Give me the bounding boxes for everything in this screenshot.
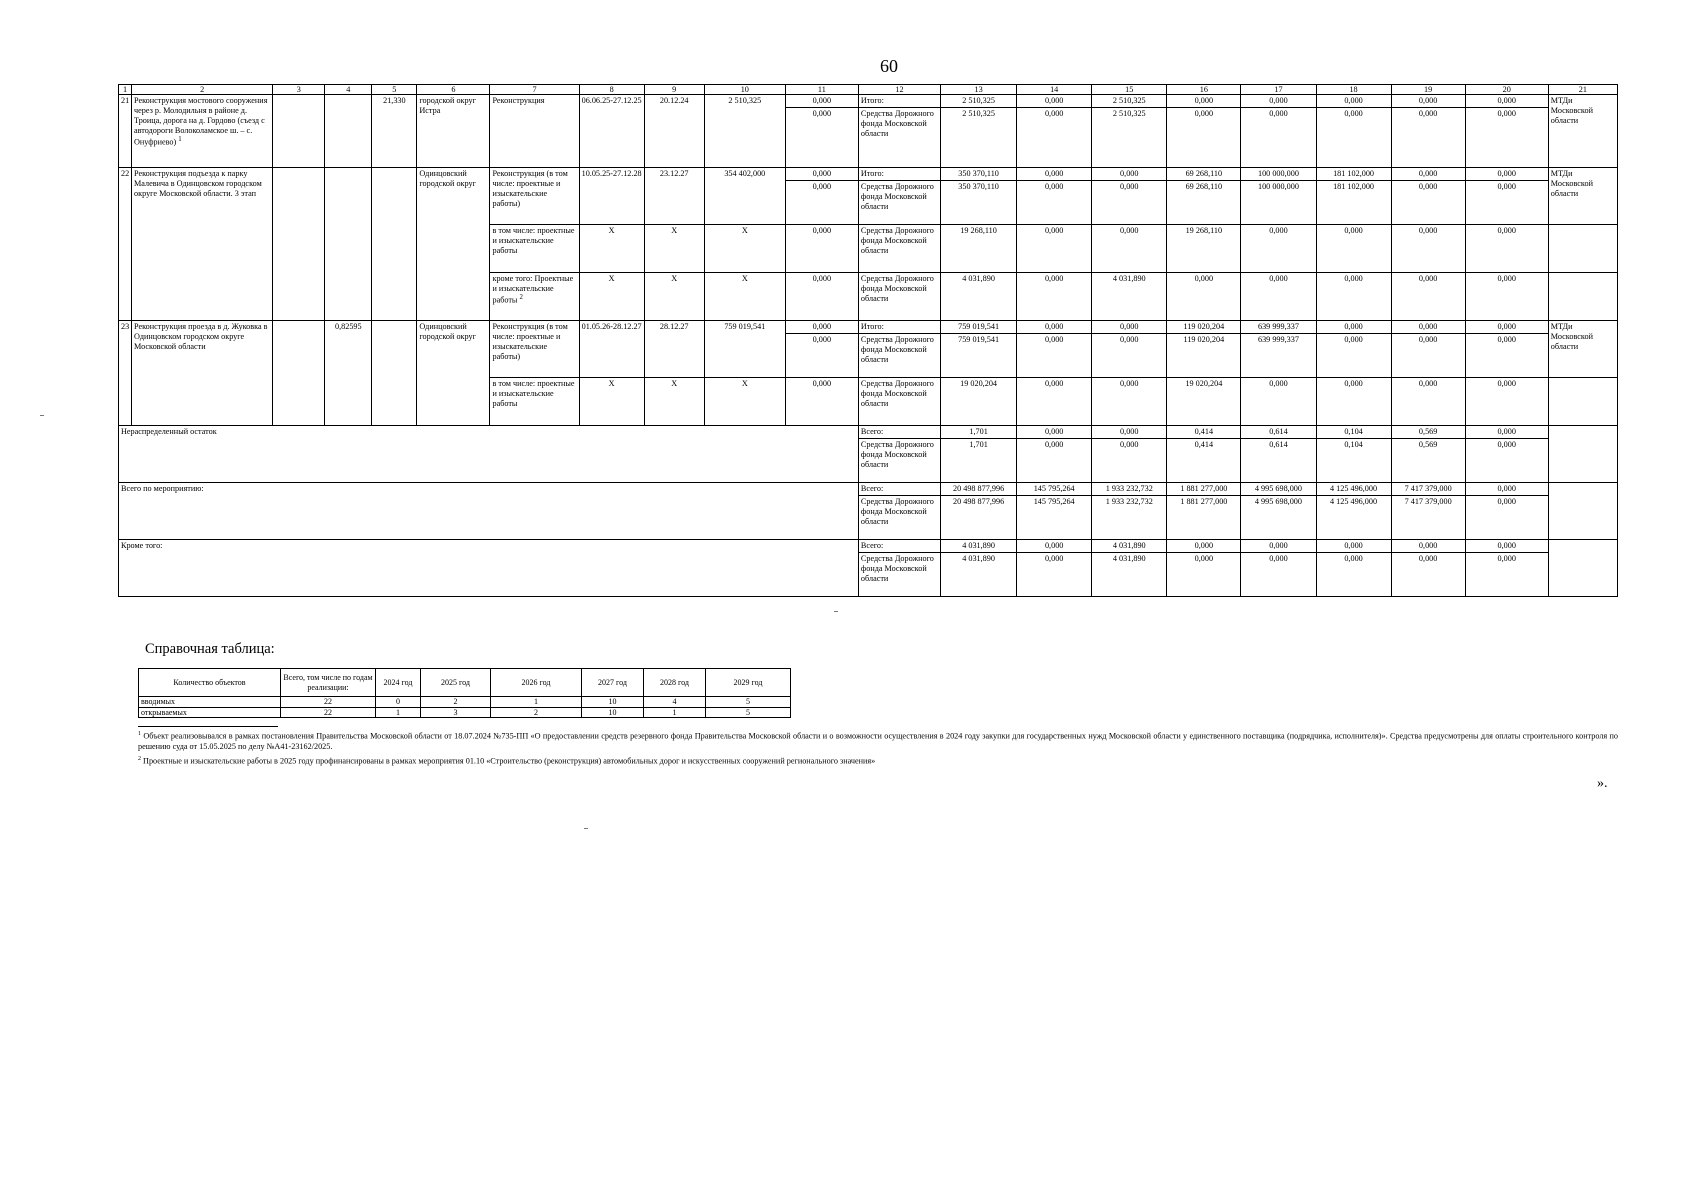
amount-cell: 0,000 (1391, 334, 1465, 378)
column-number: 12 (858, 85, 940, 95)
executor-cell: МТДи Московской области (1548, 95, 1617, 168)
amount-cell: 0,000 (1316, 95, 1391, 108)
amount-cell: 0,000 (1465, 95, 1548, 108)
scan-speck (584, 828, 588, 829)
column-number: 10 (704, 85, 785, 95)
reference-header-cell: 2029 год (706, 669, 791, 697)
reference-header-cell: 2028 год (644, 669, 706, 697)
amount-cell: 0,000 (1017, 108, 1092, 168)
amount-cell: 0,000 (1316, 108, 1391, 168)
funding-source: Итого: (858, 95, 940, 108)
amount-cell: 4 031,890 (1092, 540, 1167, 553)
capacity-cell: 0,82595 (325, 321, 372, 426)
amount-cell: 20 498 877,996 (941, 496, 1017, 540)
amount-cell: 0,000 (1465, 108, 1548, 168)
reference-row (139, 707, 791, 718)
end-date-cell: 28.12.27 (644, 321, 704, 378)
amount-cell: 0,000 (1092, 426, 1167, 439)
territory-cell: городской округ Истра (417, 95, 490, 168)
summary-row (119, 483, 1618, 496)
executor-cell: МТДи Московской области (1548, 321, 1617, 378)
amount-cell: 0,000 (1391, 553, 1465, 597)
executor-empty (1548, 273, 1617, 321)
amount-cell: 0,000 (1391, 181, 1465, 225)
funding-source: Итого: (858, 321, 940, 334)
reference-value: 4 (644, 697, 706, 708)
reference-table-title: Справочная таблица: (145, 641, 275, 657)
column-number-row (119, 85, 1618, 95)
amount-cell: 0,000 (1017, 540, 1092, 553)
cost-cell: X (704, 273, 785, 321)
amount-cell: 19 020,204 (941, 378, 1017, 426)
end-date-cell: 20.12.24 (644, 95, 704, 168)
amount-cell: 181 102,000 (1316, 168, 1391, 181)
col-11-cell: 0,000 (785, 168, 858, 181)
amount-cell: 1 933 232,732 (1092, 496, 1167, 540)
amount-cell: 0,000 (1391, 378, 1465, 426)
amount-cell: 0,000 (1465, 181, 1548, 225)
amount-cell: 0,000 (1465, 439, 1548, 483)
amount-cell: 0,000 (1465, 483, 1548, 496)
amount-cell: 0,000 (1465, 378, 1548, 426)
amount-cell: 0,000 (1241, 273, 1316, 321)
amount-cell: 4 031,890 (941, 273, 1017, 321)
amount-cell: 0,104 (1316, 426, 1391, 439)
reference-value: 22 (281, 697, 376, 708)
period-cell: 01.05.26-28.12.27 (579, 321, 644, 378)
amount-cell: 0,000 (1017, 378, 1092, 426)
work-type: в том числе: проектные и изыскательские работы (490, 225, 579, 273)
amount-cell: 0,000 (1465, 426, 1548, 439)
funding-source: Средства Дорожного фонда Московской области (858, 439, 940, 483)
column-number: 2 (132, 85, 273, 95)
amount-cell: 0,000 (1167, 553, 1241, 597)
column-number: 4 (325, 85, 372, 95)
end-date-cell: X (644, 378, 704, 426)
amount-cell: 69 268,110 (1167, 168, 1241, 181)
executor-empty (1548, 483, 1617, 540)
amount-cell: 20 498 877,996 (941, 483, 1017, 496)
amount-cell: 2 510,325 (941, 95, 1017, 108)
amount-cell: 639 999,337 (1241, 321, 1316, 334)
column-number: 18 (1316, 85, 1391, 95)
amount-cell: 1 881 277,000 (1167, 496, 1241, 540)
amount-cell: 0,000 (1465, 321, 1548, 334)
entry-number: 22 (119, 168, 132, 321)
reference-value: 5 (706, 707, 791, 718)
column-number: 17 (1241, 85, 1316, 95)
funding-source: Средства Дорожного фонда Московской области (858, 273, 940, 321)
col-11-cell: 0,000 (785, 95, 858, 108)
amount-cell: 181 102,000 (1316, 181, 1391, 225)
table-row (119, 95, 1618, 108)
reference-value: 22 (281, 707, 376, 718)
work-type: в том числе: проектные и изыскательские работы (490, 378, 579, 426)
amount-cell: 0,000 (1092, 334, 1167, 378)
amount-cell: 0,000 (1316, 334, 1391, 378)
column-number: 21 (1548, 85, 1617, 95)
amount-cell: 0,000 (1465, 168, 1548, 181)
amount-cell: 0,414 (1167, 439, 1241, 483)
executor-empty (1548, 378, 1617, 426)
col-11-cell: 0,000 (785, 321, 858, 334)
period-cell: X (579, 273, 644, 321)
summary-row (119, 426, 1618, 439)
summary-row (119, 540, 1618, 553)
amount-cell: 759 019,541 (941, 334, 1017, 378)
column-number: 6 (417, 85, 490, 95)
col-11-cell: 0,000 (785, 181, 858, 225)
reference-header-cell: 2024 год (376, 669, 421, 697)
amount-cell: 4 031,890 (941, 553, 1017, 597)
column-number: 19 (1391, 85, 1465, 95)
amount-cell: 0,000 (1241, 108, 1316, 168)
summary-label: Нераспределенный остаток (119, 426, 859, 483)
amount-cell: 0,000 (1391, 225, 1465, 273)
end-date-cell: X (644, 225, 704, 273)
column-number: 20 (1465, 85, 1548, 95)
funding-source: Средства Дорожного фонда Московской области (858, 334, 940, 378)
end-date-cell: 23.12.27 (644, 168, 704, 225)
amount-cell: 4 031,890 (941, 540, 1017, 553)
amount-cell: 0,000 (1391, 168, 1465, 181)
amount-cell: 759 019,541 (941, 321, 1017, 334)
amount-cell: 0,000 (1092, 181, 1167, 225)
column-number: 15 (1092, 85, 1167, 95)
executor-cell: МТДи Московской области (1548, 168, 1617, 225)
amount-cell: 0,569 (1391, 426, 1465, 439)
amount-cell: 2 510,325 (941, 108, 1017, 168)
amount-cell: 19 268,110 (1167, 225, 1241, 273)
reference-header-cell: Количество объектов (139, 669, 281, 697)
amount-cell: 0,000 (1316, 378, 1391, 426)
funding-source: Средства Дорожного фонда Московской области (858, 181, 940, 225)
capacity-cell (325, 168, 372, 321)
amount-cell: 0,000 (1167, 108, 1241, 168)
work-type: Реконструкция (в том числе: проектные и изыскательские работы) (490, 321, 579, 378)
amount-cell: 0,000 (1391, 95, 1465, 108)
period-cell: 06.06.25-27.12.25 (579, 95, 644, 168)
amount-cell: 1 933 232,732 (1092, 483, 1167, 496)
col-11-cell: 0,000 (785, 334, 858, 378)
funding-source: Средства Дорожного фонда Московской области (858, 553, 940, 597)
executor-empty (1548, 426, 1617, 483)
summary-label: Кроме того: (119, 540, 859, 597)
reference-header-cell: 2025 год (421, 669, 491, 697)
amount-cell: 0,000 (1092, 225, 1167, 273)
amount-cell: 0,000 (1316, 540, 1391, 553)
reference-header-cell: Всего, том числе по годам реализации: (281, 669, 376, 697)
reference-value: 1 (376, 707, 421, 718)
column-number: 14 (1017, 85, 1092, 95)
amount-cell: 145 795,264 (1017, 483, 1092, 496)
length-cell (372, 168, 417, 321)
period-cell: X (579, 378, 644, 426)
amount-cell: 4 995 698,000 (1241, 496, 1316, 540)
funding-source: Всего: (858, 483, 940, 496)
table-row (119, 321, 1618, 334)
period-cell: 10.05.25-27.12.28 (579, 168, 644, 225)
amount-cell: 0,614 (1241, 439, 1316, 483)
amount-cell: 0,000 (1465, 496, 1548, 540)
amount-cell: 0,000 (1167, 540, 1241, 553)
scan-speck (834, 611, 838, 612)
object-name: Реконструкция подъезда к парку Малевича в Одинцовском городском округе Московской области. 3 этап (132, 168, 273, 321)
executor-empty (1548, 540, 1617, 597)
amount-cell: 2 510,325 (1092, 108, 1167, 168)
end-date-cell: X (644, 273, 704, 321)
amount-cell: 0,000 (1017, 439, 1092, 483)
column-number: 16 (1167, 85, 1241, 95)
amount-cell: 1 881 277,000 (1167, 483, 1241, 496)
amount-cell: 4 031,890 (1092, 553, 1167, 597)
amount-cell: 0,000 (1017, 225, 1092, 273)
amount-cell: 7 417 379,000 (1391, 483, 1465, 496)
amount-cell: 0,000 (1465, 225, 1548, 273)
amount-cell: 1,701 (941, 426, 1017, 439)
amount-cell: 639 999,337 (1241, 334, 1316, 378)
col-11-cell: 0,000 (785, 108, 858, 168)
amount-cell: 0,000 (1017, 334, 1092, 378)
work-type: Реконструкция (в том числе: проектные и изыскательские работы) (490, 168, 579, 225)
amount-cell: 69 268,110 (1167, 181, 1241, 225)
col-11-cell: 0,000 (785, 225, 858, 273)
reference-value: 3 (421, 707, 491, 718)
page-number: 60 (880, 56, 898, 76)
work-type: кроме того: Проектные и изыскательские работы $^2$ (490, 273, 579, 321)
amount-cell: 350 370,110 (941, 168, 1017, 181)
reference-header-row (139, 669, 791, 697)
amount-cell: 0,000 (1017, 181, 1092, 225)
funding-source: Средства Дорожного фонда Московской области (858, 496, 940, 540)
column-number: 11 (785, 85, 858, 95)
amount-cell: 0,000 (1017, 553, 1092, 597)
funding-source: Средства Дорожного фонда Московской области (858, 225, 940, 273)
object-name: Реконструкция мостового сооружения через р. Молодильня в районе д. Троица, дорога на д. Гордово (съезд с автодороги Волоколамское ш. – с. Онуфриево) $^1$ (132, 95, 273, 168)
amount-cell: 0,000 (1167, 273, 1241, 321)
funding-source: Всего: (858, 540, 940, 553)
column-number: 5 (372, 85, 417, 95)
summary-label: Всего по мероприятию: (119, 483, 859, 540)
column-number: 7 (490, 85, 579, 95)
amount-cell: 0,000 (1241, 553, 1316, 597)
amount-cell: 0,000 (1092, 378, 1167, 426)
funding-source: Средства Дорожного фонда Московской области (858, 108, 940, 168)
reference-row-label: вводимых (139, 697, 281, 708)
amount-cell: 2 510,325 (1092, 95, 1167, 108)
funding-source: Итого: (858, 168, 940, 181)
col-3-cell (273, 95, 325, 168)
amount-cell: 145 795,264 (1017, 496, 1092, 540)
column-number: 9 (644, 85, 704, 95)
scan-speck (40, 415, 44, 416)
closing-quote: ». (1597, 776, 1608, 791)
amount-cell: 4 031,890 (1092, 273, 1167, 321)
amount-cell: 19 020,204 (1167, 378, 1241, 426)
reference-header-cell: 2026 год (491, 669, 582, 697)
amount-cell: 0,000 (1465, 334, 1548, 378)
amount-cell: 7 417 379,000 (1391, 496, 1465, 540)
column-number: 1 (119, 85, 132, 95)
financing-table (118, 84, 1618, 597)
executor-empty (1548, 225, 1617, 273)
amount-cell: 119 020,204 (1167, 321, 1241, 334)
amount-cell: 350 370,110 (941, 181, 1017, 225)
work-type: Реконструкция (490, 95, 579, 168)
reference-value: 10 (582, 697, 644, 708)
cost-cell: 2 510,325 (704, 95, 785, 168)
amount-cell: 1,701 (941, 439, 1017, 483)
amount-cell: 19 268,110 (941, 225, 1017, 273)
amount-cell: 0,000 (1316, 553, 1391, 597)
reference-value: 2 (421, 697, 491, 708)
reference-row (139, 697, 791, 708)
reference-value: 5 (706, 697, 791, 708)
amount-cell: 0,000 (1017, 168, 1092, 181)
column-number: 3 (273, 85, 325, 95)
amount-cell: 0,000 (1092, 439, 1167, 483)
entry-number: 23 (119, 321, 132, 426)
object-name: Реконструкция проезда в д. Жуковка в Одинцовском городском округе Московской области (132, 321, 273, 426)
reference-value: 10 (582, 707, 644, 718)
length-cell: 21,330 (372, 95, 417, 168)
amount-cell: 0,000 (1316, 225, 1391, 273)
column-number: 8 (579, 85, 644, 95)
reference-value: 0 (376, 697, 421, 708)
reference-value: 2 (491, 707, 582, 718)
cost-cell: X (704, 225, 785, 273)
amount-cell: 4 125 496,000 (1316, 483, 1391, 496)
col-11-cell: 0,000 (785, 378, 858, 426)
amount-cell: 0,000 (1167, 95, 1241, 108)
amount-cell: 0,000 (1391, 321, 1465, 334)
amount-cell: 0,000 (1017, 95, 1092, 108)
amount-cell: 0,000 (1241, 378, 1316, 426)
amount-cell: 0,000 (1241, 225, 1316, 273)
footnote-separator (138, 726, 278, 727)
cost-cell: 759 019,541 (704, 321, 785, 378)
col-11-cell: 0,000 (785, 273, 858, 321)
territory-cell: Одинцовский городской округ (417, 321, 490, 426)
funding-source: Средства Дорожного фонда Московской области (858, 378, 940, 426)
reference-header-cell: 2027 год (582, 669, 644, 697)
amount-cell: 0,000 (1316, 273, 1391, 321)
amount-cell: 119 020,204 (1167, 334, 1241, 378)
footnote-2: $^2$ Проектные и изыскательские работы в 2025 году профинансированы в рамках мероприятия 01.10 «Строительство (реконструкция) автомобильных дорог и искусственных сооружений регионального значения» (138, 756, 876, 766)
cost-cell: X (704, 378, 785, 426)
entry-number: 21 (119, 95, 132, 168)
amount-cell: 0,000 (1017, 321, 1092, 334)
amount-cell: 0,000 (1241, 540, 1316, 553)
amount-cell: 0,000 (1092, 168, 1167, 181)
amount-cell: 0,104 (1316, 439, 1391, 483)
territory-cell: Одинцовский городской округ (417, 168, 490, 321)
funding-source: Всего: (858, 426, 940, 439)
table-row (119, 168, 1618, 181)
amount-cell: 4 125 496,000 (1316, 496, 1391, 540)
reference-table (138, 668, 791, 718)
amount-cell: 0,000 (1391, 273, 1465, 321)
amount-cell: 0,000 (1092, 321, 1167, 334)
amount-cell: 0,000 (1391, 108, 1465, 168)
amount-cell: 0,614 (1241, 426, 1316, 439)
period-cell: X (579, 225, 644, 273)
capacity-cell (325, 95, 372, 168)
amount-cell: 0,000 (1465, 273, 1548, 321)
reference-value: 1 (644, 707, 706, 718)
amount-cell: 0,000 (1465, 553, 1548, 597)
col-3-cell (273, 321, 325, 426)
amount-cell: 100 000,000 (1241, 168, 1316, 181)
amount-cell: 0,414 (1167, 426, 1241, 439)
amount-cell: 0,000 (1017, 273, 1092, 321)
amount-cell: 0,569 (1391, 439, 1465, 483)
amount-cell: 0,000 (1391, 540, 1465, 553)
amount-cell: 0,000 (1241, 95, 1316, 108)
amount-cell: 4 995 698,000 (1241, 483, 1316, 496)
amount-cell: 0,000 (1017, 426, 1092, 439)
length-cell (372, 321, 417, 426)
amount-cell: 100 000,000 (1241, 181, 1316, 225)
footnote-1: $^1$ Объект реализовывался в рамках постановления Правительства Московской области от 18.07.2024 №735-ПП «О предоставлении средств резервного фонда Правительства Московской области и о возможности осуществления в 2024 году закупки для государственных нужд Московской области у единственного поставщика (подрядчика, исполнителя)». Средства предусмотрены для оплаты строительного контроля по решению суда от 15.05.2025 по делу №А41-23162/2025. (138, 731, 1618, 752)
col-3-cell (273, 168, 325, 321)
reference-value: 1 (491, 697, 582, 708)
amount-cell: 0,000 (1316, 321, 1391, 334)
cost-cell: 354 402,000 (704, 168, 785, 225)
amount-cell: 0,000 (1465, 540, 1548, 553)
column-number: 13 (941, 85, 1017, 95)
reference-row-label: открываемых (139, 707, 281, 718)
